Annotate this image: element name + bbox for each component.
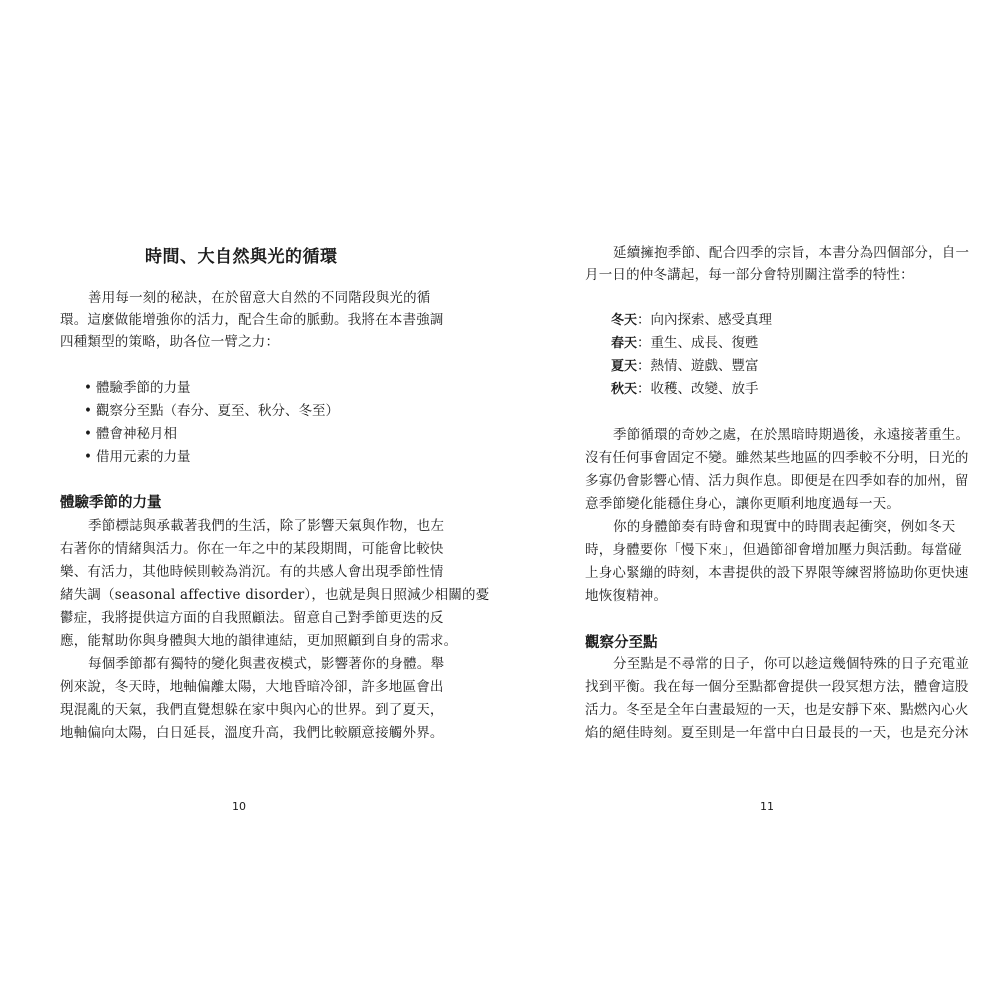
text-line: 你的身體節奏有時會和現實中的時間表起衝突，例如冬天 bbox=[613, 519, 956, 535]
text-line: 右著你的情緒與活力。你在一年之中的某段期間，可能會比較快 bbox=[60, 541, 444, 557]
text-line: 鬱症，我將提供這方面的自我照顧法。留意自己對季節更迭的反 bbox=[60, 610, 444, 626]
text-line: 找到平衡。我在每一個分至點都會提供一段冥想方法，體會這股 bbox=[585, 679, 969, 695]
text-line: 緒失調（seasonal affective disorder），也就是與日照減少相關的憂 bbox=[60, 587, 490, 603]
text-line: 月一日的仲冬講起，每一部分會特別關注當季的特性： bbox=[585, 267, 914, 283]
list-item: 春天：重生、成長、復甦 bbox=[611, 335, 759, 351]
text-line: 意季節變化能穩住身心，讓你更順利地度過每一天。 bbox=[585, 496, 901, 512]
section-heading: 觀察分至點 bbox=[585, 635, 658, 651]
list-item: • 體會神秘月相 bbox=[84, 426, 177, 442]
text-line: 多寡仍會影響心情、活力與作息。即便是在四季如春的加州，留 bbox=[585, 473, 969, 489]
list-item: • 借用元素的力量 bbox=[84, 449, 191, 465]
list-item: 夏天：熱情、遊戲、豐富 bbox=[611, 358, 759, 374]
list-item: • 觀察分至點（春分、夏至、秋分、冬至） bbox=[84, 403, 339, 419]
text-line: 時，身體要你「慢下來」，但過節卻會增加壓力與活動。每當碰 bbox=[585, 542, 962, 558]
text-line: 四種類型的策略，助各位一臂之力： bbox=[60, 334, 280, 350]
text-line: 沒有任何事會固定不變。雖然某些地區的四季較不分明，日光的 bbox=[585, 450, 969, 466]
text-line: 地軸偏向太陽，白日延長，溫度升高，我們比較願意接觸外界。 bbox=[60, 725, 444, 741]
text-line: 例來說，冬天時，地軸偏離太陽，大地昏暗冷卻，許多地區會出 bbox=[60, 679, 444, 695]
text-line: 活力。冬至是全年白晝最短的一天，也是安靜下來、點燃內心火 bbox=[585, 702, 969, 718]
list-item: 冬天：向內探索、感受真理 bbox=[611, 312, 773, 328]
text-line: 分至點是不尋常的日子，你可以趁這幾個特殊的日子充電並 bbox=[613, 656, 970, 672]
text-line: 焰的絕佳時刻。夏至則是一年當中白日最長的一天，也是充分沐 bbox=[585, 725, 969, 741]
right-page bbox=[500, 0, 1000, 1000]
text-line: 季節標誌與承載著我們的生活，除了影響天氣與作物，也左 bbox=[88, 518, 445, 534]
text-line: 環。這麼做能增強你的活力，配合生命的脈動。我將在本書強調 bbox=[60, 312, 444, 328]
section-heading: 體驗季節的力量 bbox=[60, 495, 162, 511]
page-number: 10 bbox=[232, 800, 246, 813]
text-line: 季節循環的奇妙之處，在於黑暗時期過後，永遠接著重生。 bbox=[613, 427, 970, 443]
text-line: 樂、有活力，其他時候則較為消沉。有的共感人會出現季節性情 bbox=[60, 564, 444, 580]
list-item: • 體驗季節的力量 bbox=[84, 380, 191, 396]
list-item: 秋天：收穫、改變、放手 bbox=[611, 381, 759, 397]
text-line: 善用每一刻的秘訣，在於留意大自然的不同階段與光的循 bbox=[88, 290, 431, 306]
chapter-title: 時間、大自然與光的循環 bbox=[145, 247, 338, 267]
text-line: 上身心緊繃的時刻，本書提供的設下界限等練習將協助你更快速 bbox=[585, 565, 969, 581]
text-line: 應，能幫助你與身體與大地的韻律連結，更加照顧到自身的需求。 bbox=[60, 633, 458, 649]
text-line: 現混亂的天氣，我們直覺想躲在家中與內心的世界。到了夏天， bbox=[60, 702, 444, 718]
page-number: 11 bbox=[760, 800, 774, 813]
text-line: 地恢復精神。 bbox=[585, 588, 668, 604]
text-line: 延續擁抱季節、配合四季的宗旨，本書分為四個部分，自一 bbox=[613, 245, 970, 261]
text-line: 每個季節都有獨特的變化與晝夜模式，影響著你的身體。舉 bbox=[88, 656, 445, 672]
